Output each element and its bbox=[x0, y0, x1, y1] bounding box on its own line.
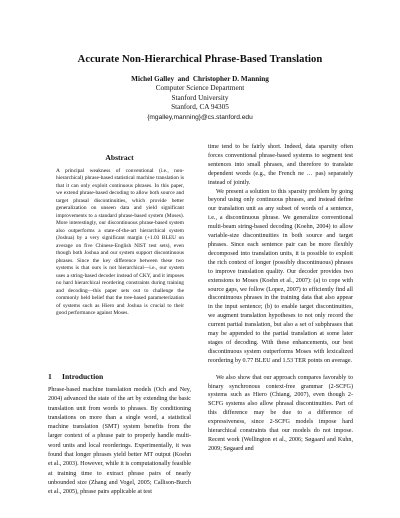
paragraph: We present a solution to this sparsity problem by going beyond using only continuous phrases, and instead define our translation unit as any subset of words of a sentence, i.e., a discontinuous phrase. We generalize conventional multi-beam string-based decoding (Koehn, 2004) to allow variable-size discontinuities in both source and target phrases. Since each sentence pair can be more flexibly decomposed into translation units, it is possible to exploit the rich context of longer (possibly discontinuous) phrases to improve translation quality. Our decoder provides two extensions to Moses (Koehn et al., 2007): (a) to cope with source gaps, we follow (Lopez, 2007) to efficiently find all discontinuous phrases in the training data that also appear in the input sentence; (b) to enable target discontinuities, we augment translation hypotheses to not only record the current partial translation, but also a set of subphrases that may be appended to the partial translation at some later stages of decoding. With these enhancements, our best discontinuous system outperforms Moses with lexicalized reordering by 0.77 BLEU and 1.53 TER points on average. bbox=[208, 188, 353, 364]
author-block bbox=[0, 75, 400, 122]
author-names: Michel Galley and Christopher D. Manning bbox=[131, 75, 269, 83]
author-email: {mgalley,manning}@cs.stanford.edu bbox=[147, 113, 253, 121]
paragraph: time tend to be fairly short. Indeed, data sparsity often forces conventional phrase-based systems to segment test sentences into small phrases, and therefore to translate dependent words (e.g., the French ne … pas) separately instead of jointly. bbox=[208, 144, 353, 186]
abstract-text: A principal weakness of conventional (i.e., non-hierarchical) phrase-based statistical machine translation is that it can only exploit continuous phrases. In this paper, we extend phrase-based decoding to allow both source and target phrasal discontinuities, which provide better generalization on unseen data and yield significant improvements to a standard phrase-based system (Moses). More interestingly, our discontinuous phrase-based system also outperforms a state-of-the-art hierarchical system (Joshua) by a very significant margin (+1.03 BLEU on average on five Chinese-English NIST test sets), even though both Joshua and our system support discontinuous phrases. Since the key difference between these two systems is that ours is not hierarchical—i.e., our system uses a string-based decoder instead of CKY, and it imposes no hard hierarchical reordering constraints during training and decoding—this paper sets out to challenge the commonly held belief that the tree-based parameterization of systems such as Hiero and Joshua is crucial to their good performance against Moses. bbox=[56, 168, 184, 317]
paragraph: We also show that our approach compares favorably to binary synchronous context-free grammar (2-SCFG) systems such as Hiero (Chiang, 2007), even though 2-SCFG systems also allow phrasal discontinuities. Part of this difference may be due to a difference of expressiveness, since 2-SCFG models impose hard hierarchical constraints that our models do not impose. Recent work (Wellington et al., 2006; Søgaard and Kuhn, 2009; Søgaard and bbox=[208, 374, 353, 452]
section-title: Introduction bbox=[62, 372, 104, 381]
right-column-text bbox=[208, 143, 353, 454]
abstract-heading: Abstract bbox=[105, 153, 134, 162]
location: Stanford, CA 94305 bbox=[171, 103, 229, 112]
section-heading-introduction bbox=[48, 372, 103, 381]
introduction-text: Phrase-based machine translation models (Och and Ney, 2004) advanced the state of the art by extending the basic translation unit from words to phrases. By conditioning translations on more than a single word, a statistical machine translation (SMT) system benefits from the larger context of a phrase pair to properly handle multi-word units and local reorderings. Experimentally, it was found that longer phrases yield better MT output (Koehn et al., 2003). However, while it is computationally feasible at training time to extract phrase pairs of nearly unbounded size (Zhang and Vogel, 2005; Callison-Burch et al., 2005), phrase pairs applicable at test bbox=[48, 387, 191, 496]
department: Computer Science Department bbox=[155, 84, 245, 93]
section-number: 1 bbox=[48, 372, 52, 381]
paper-title: Accurate Non-Hierarchical Phrase-Based Translation bbox=[77, 54, 323, 65]
university: Stanford University bbox=[171, 93, 229, 102]
